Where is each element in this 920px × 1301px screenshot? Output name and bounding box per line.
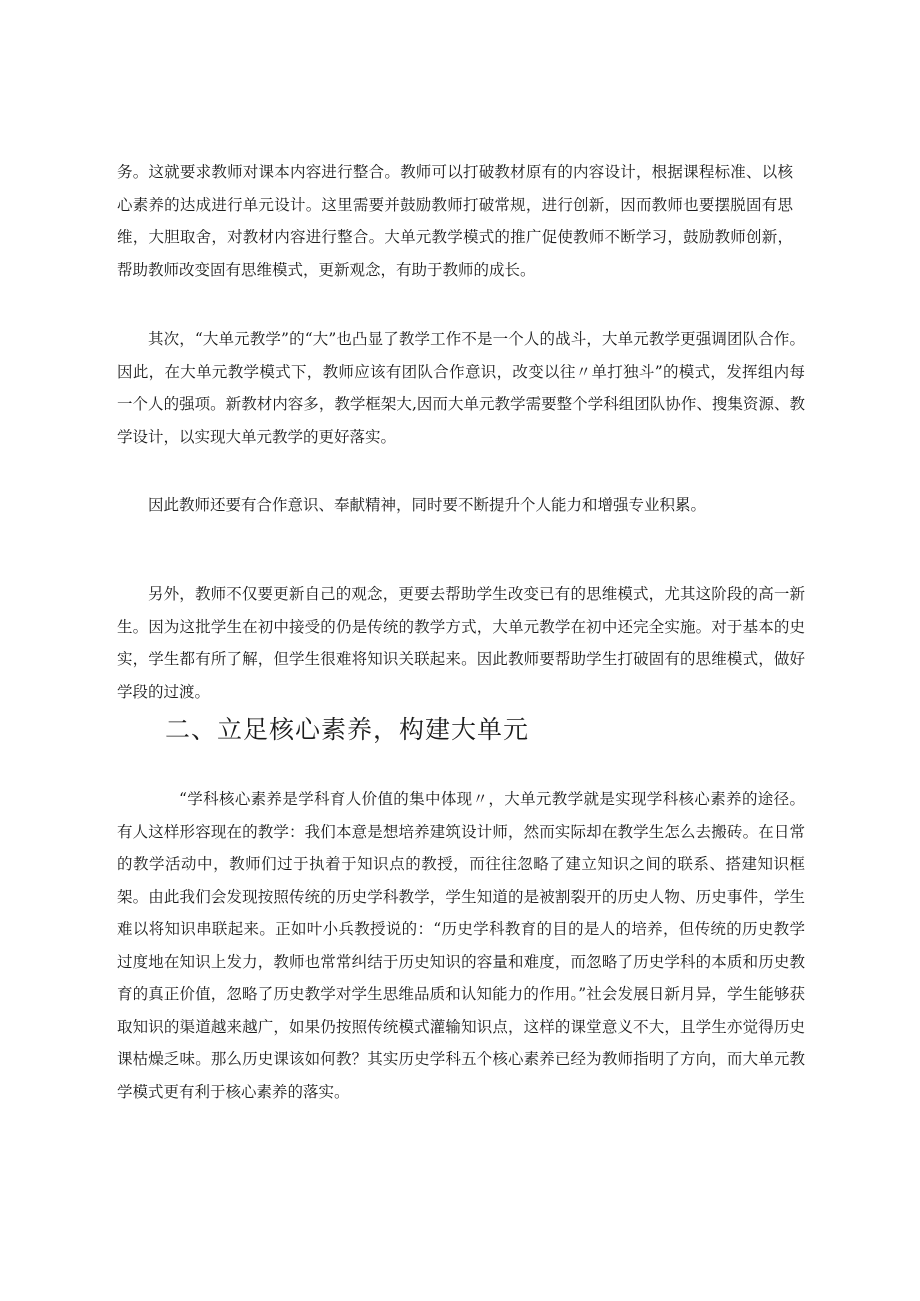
- paragraph-cooperation-awareness: 因此教师还要有合作意识、奉献精神，同时要不断提升个人能力和增强专业积累。: [148, 496, 707, 514]
- paragraph-teacher-integration: 务。这就要求教师对课本内容进行整合。教师可以打破教材原有的内容设计，根据课程标准、以核心素养的达成进行单元设计。这里需要并鼓励教师打破常规，进行创新，因而教师也要摆脱固有思维，大胆取舍，对教材内容进行整合。大单元教学模式的推广促使教师不断学习，鼓励教师创新，帮助教师改变固有思维模式，更新观念，有助于教师的成长。: [117, 163, 793, 279]
- paragraph-team-cooperation: 其次，“大单元教学”的“大”也凸显了教学工作不是一个人的战斗，大单元教学更强调团队合作。因此，在大单元教学模式下，教师应该有团队合作意识，改变以往〃单打独斗”的模式，发挥组内每一个人的强项。新教材内容多，教学框架大,因而大单元教学需要整个学科组团队协作、搜集资源、教学设计，以实现大单元教学的更好落实。: [117, 330, 805, 446]
- paragraph-core-literacy: “学科核心素养是学科育人价值的集中体现〃，大单元教学就是实现学科核心素养的途径。有人这样形容现在的教学：我们本意是想培养建筑设计师，然而实际却在教学生怎么去搬砖。在日常的教学活动中，教师们过于执着于知识点的教授，而往往忽略了建立知识之间的联系、搭建知识框架。由此我们会发现按照传统的历史学科教学，学生知道的是被割裂开的历史人物、历史事件，学生难以将知识串联起来。正如叶小兵教授说的：“历史学科教育的目的是人的培养，但传统的历史教学过度地在知识上发力，教师也常常纠结于历史知识的容量和难度，而忽略了历史学科的本质和历史教育的真正价值，忽略了历史教学对学生思维品质和认知能力的作用。”社会发展日新月异，学生能够获取知识的渠道越来越广，如果仍按照传统模式灌输知识点，这样的课堂意义不大，且学生亦觉得历史课枯燥乏味。那么历史课该如何教？其实历史学科五个核心素养已经为教师指明了方向，而大单元教学模式更有利于核心素养的落实。: [117, 790, 805, 1101]
- paragraph-student-thinking: 另外，教师不仅要更新自己的观念，更要去帮助学生改变已有的思维模式，尤其这阶段的高一新生。因为这批学生在初中接受的仍是传统的教学方式，大单元教学在初中还完全实施。对于基本的史实，学生都有所了解，但学生很难将知识关联起来。因此教师要帮助学生打破固有的思维模式，做好学段的过渡。: [117, 585, 805, 701]
- section-heading: 二、立足核心素养，构建大单元: [165, 715, 530, 744]
